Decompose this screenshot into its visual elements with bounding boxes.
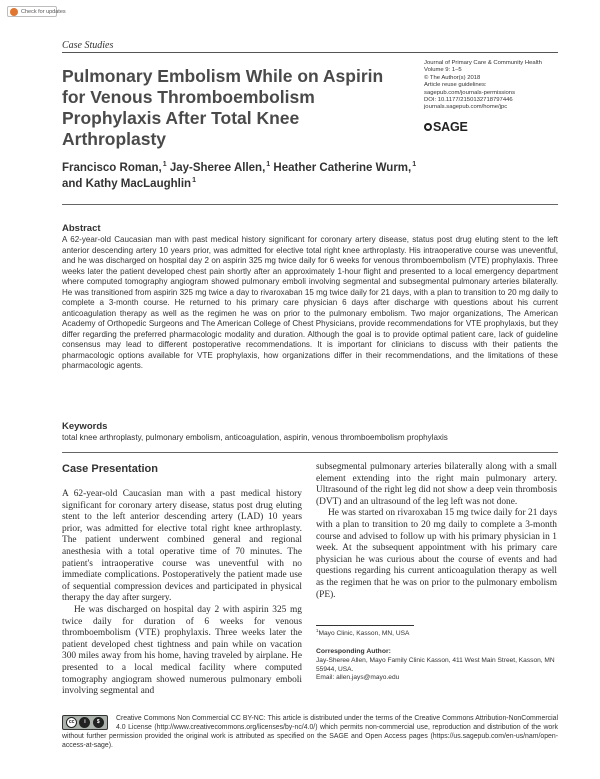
- keywords-divider: [62, 452, 558, 453]
- keywords-heading: Keywords: [62, 421, 108, 432]
- author-affiliation-marker: 1: [162, 161, 167, 169]
- author-affiliation-marker: 1: [412, 161, 417, 169]
- author-list: [62, 160, 532, 192]
- body-column-right: [316, 462, 557, 601]
- cc-icon: cc: [66, 717, 77, 728]
- section-label: Case Studies: [62, 40, 114, 51]
- doi[interactable]: DOI: 10.1177/2150132718797446: [424, 97, 513, 104]
- journal-home-link[interactable]: journals.sagepub.com/home/jpc: [424, 104, 508, 111]
- affiliation-marker: 1: [316, 627, 319, 633]
- author-name: Jay-Sheree Allen,: [169, 162, 266, 174]
- top-divider: [62, 52, 558, 53]
- license-text: Creative Commons Non Commercial CC BY-NC: This article is distributed under the terms of the Creative Commons Attribution-NonCommercial 4.0 License (http://www.creativecommons.org/licenses/by-nc/4.0/) which permits non-commercial use, reproduction and distribution of the work without further permission provided the original work is attributed as specified on the SAGE and Open Access pages (https://us.sagepub.com/en-us/nam/open-access-at-sage).: [62, 715, 558, 750]
- body-column-left: [62, 489, 302, 698]
- reuse-guidelines: Article reuse guidelines:: [424, 82, 487, 89]
- cc-license-badge[interactable]: [62, 715, 108, 730]
- attribution-icon: i: [79, 717, 90, 728]
- check-for-updates-badge[interactable]: [7, 6, 66, 17]
- keywords-text: total knee arthroplasty, pulmonary embolism, anticoagulation, aspirin, venous thromboembolism prophylaxis: [62, 433, 448, 442]
- journal-name: Journal of Primary Care & Community Health: [424, 60, 542, 66]
- license-footer: [62, 714, 558, 750]
- corresponding-author-email[interactable]: Email: allen.jays@mayo.edu: [316, 674, 400, 682]
- affiliation: [316, 627, 557, 639]
- check-updates-icon: [10, 8, 18, 16]
- body-paragraph: He was discharged on hospital day 2 with aspirin 325 mg twice daily for duration of 6 weeks for venous thromboembolism (VTE) prophylaxis. Three weeks later the patient developed chest tightness and pain while on vacation 300 miles away from his home, having traveled by airplane. He presented to a local medical facility where computed tomography angiogram showed numerous pulmonary emboli involving segmental and: [62, 604, 302, 697]
- corresponding-author-details: [316, 657, 557, 683]
- copyright: © The Author(s) 2018: [424, 74, 481, 81]
- sage-logo: [424, 120, 468, 134]
- author-name: Francisco Roman,: [62, 162, 162, 174]
- author-affiliation-marker: 1: [192, 177, 196, 185]
- noncommercial-icon: $: [93, 717, 104, 728]
- header-divider: [62, 204, 558, 205]
- abstract-heading: Abstract: [62, 223, 101, 234]
- body-paragraph: He was started on rivaroxaban 15 mg twice daily for 21 days with a plan to transition to 20 mg daily to complete a 3-month course and advised to follow up with his primary physician in 1 week. At the subsequent appointment with his primary care physician he was curious about the course of events and had questions regarding his current anticoagulation therapy as well as the regimen that he was on prior to the pulmonary embolism (PE).: [316, 508, 557, 600]
- sage-logo-text: SAGE: [433, 120, 468, 134]
- case-presentation-heading: Case Presentation: [62, 463, 158, 475]
- footnote-divider: [316, 625, 414, 626]
- affiliation-text: Mayo Clinic, Kasson, MN, USA: [318, 630, 410, 637]
- body-paragraph: subsegmental pulmonary arteries bilaterally along with a small element extending into the right main pulmonary artery. Ultrasound of the right leg did not show a deep vein thrombosis (DVT) and an ultrasound of the leg left was not done.: [316, 462, 557, 507]
- author-name: Heather Catherine Wurm,: [273, 162, 412, 174]
- sage-logo-icon: [424, 123, 432, 131]
- abstract-text: A 62-year-old Caucasian man with past medical history significant for coronary artery disease, status post drug eluting stent to the left anterior descending artery 10 years prior, was admitted for elective total right knee arthroplasty. His intraoperative course was uneventful, and he was discharged on hospital day 2 on aspirin 325 mg twice daily for 6 weeks for venous thromboembolism (VTE) prophylaxis. Three weeks later the patient developed chest pain shortly after an approximately 1-hour flight and presented to a local emergency department where computed tomography angiogram showed pulmonary emboli involving segmental and subsegmental pulmonary arteries bilaterally. He was transitioned from aspirin 325 mg twice a day to rivaroxaban 15 mg twice daily for 21 days, with a plan to transition to 20 mg daily to complete a 3-month course. He returned to his primary care physician 6 days after discharge with questions about his current anticoagulation therapy as well as the regimen he was on prior to the pulmonary embolism. Two major organizations, The American Academy of Orthopedic Surgeons and The American College of Chest Physicians, provide recommendations for VTE prophylaxis, but they differ regarding the preferred pharmacologic modality and duration. Although the goal is to provide optimal patient care, lack of guideline consensus may lead to different postoperative recommendations. It is important for clinicians to discuss with their patients the pharmacologic options available for VTE prophylaxis, how organizations differ in their recommendations, and the limitations of these pharmacologic agents.: [62, 235, 558, 370]
- permissions-link[interactable]: sagepub.com/journals-permissions: [424, 89, 516, 96]
- corresponding-author-heading: Corresponding Author:: [316, 648, 391, 655]
- corresponding-author-address: Jay-Sheree Allen, Mayo Family Clinic Kasson, 411 West Main Street, Kasson, MN 55944, USA.: [316, 657, 555, 673]
- author-name: and Kathy MacLaughlin: [62, 178, 192, 190]
- author-affiliation-marker: 1: [266, 161, 271, 169]
- journal-volume: Volume 9: 1–5: [424, 67, 462, 74]
- check-updates-label: Check for updates: [21, 8, 66, 15]
- article-title: Pulmonary Embolism While on Aspirin for Venous Thromboembolism Prophylaxis After Total Knee Arthroplasty: [62, 66, 384, 149]
- journal-meta: [424, 60, 574, 112]
- body-paragraph: A 62-year-old Caucasian man with a past medical history significant for coronary artery disease, status post drug eluting stent to the left anterior descending artery (LAD) 10 years prior, was admitted for elective total right knee arthroplasty. The patient underwent combined general and regional anesthesia with a total operative time of 70 minutes. The patient's intraoperative course was uneventful with no immediate complications. Postoperatively the patient made use of sequential compression devices and participated in physical therapy the day after surgery.: [62, 489, 302, 604]
